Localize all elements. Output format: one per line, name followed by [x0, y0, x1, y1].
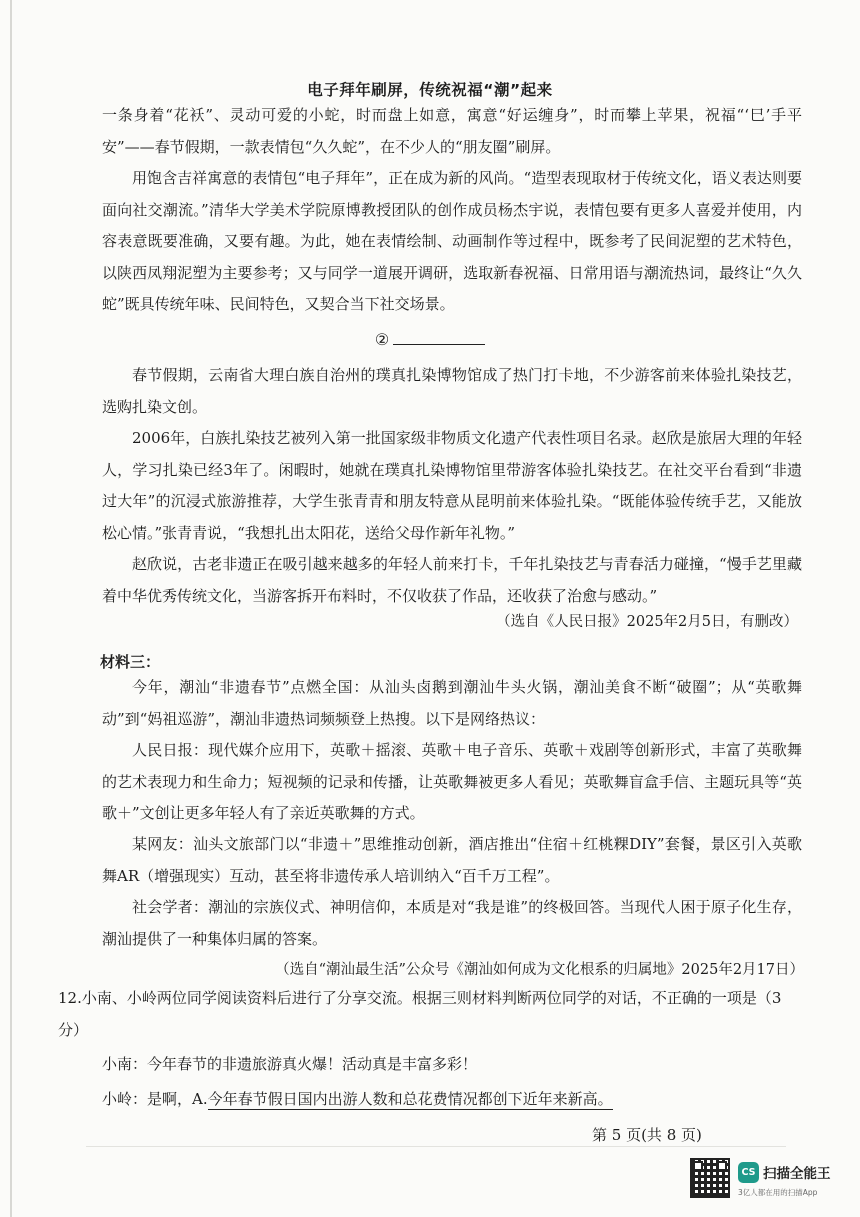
material-3-heading: 材料三： [100, 653, 161, 671]
dialog-line-1: 小南：今年春节的非遗旅游真火爆！活动真是丰富多彩！ [102, 1055, 478, 1073]
paragraph-9: 社会学者：潮汕的宗族仪式、神明信仰，本质是对“我是谁”的终极回答。当现代人困于原子化生存，潮汕提供了一种集体归属的答案。 [102, 898, 802, 948]
paragraph-1: 一条身着“花袄”、灵动可爱的小蛇，时而盘上如意，寓意“好运缠身”，时而攀上苹果，祝福“‘巳’手平安”——春节假期，一款表情包“久久蛇”，在不少人的“朋友圈”刷屏。 [102, 106, 802, 156]
camscanner-logo-icon: CS [738, 1162, 759, 1183]
scan-edge [10, 0, 12, 1217]
page-number: 第 5 页(共 8 页) [592, 1126, 702, 1144]
paragraph-4: 2006年，白族扎染技艺被列入第一批国家级非物质文化遗产代表性项目名录。赵欣是旅居大理的年轻人，学习扎染已经3年了。闲暇时，她就在璞真扎染博物馆里带游客体验扎染技艺。在社交平台看到“非遗过大年”的沉浸式旅游推荐，大学生张青青和朋友特意从昆明前来体验扎染。“既能体验传统手艺，又能放松心情。”张青青说，“我想扎出太阳花，送给父母作新年礼物。” [102, 429, 802, 542]
paragraph-6: 今年，潮汕“非遗春节”点燃全国：从汕头卤鹅到潮汕牛头火锅，潮汕美食不断“破圈”；从“英歌舞动”到“妈祖巡游”，潮汕非遗热词频频登上热搜。以下是网络热议： [102, 678, 802, 728]
paragraph-8: 某网友：汕头文旅部门以“非遗＋”思维推动创新，酒店推出“住宿＋红桃粿DIY”套餐，景区引入英歌舞AR（增强现实）互动，甚至将非遗传承人培训纳入“百千万工程”。 [102, 835, 802, 885]
paragraph-2: 用饱含吉祥寓意的表情包“电子拜年”，正在成为新的风尚。“造型表现取材于传统文化，语义表达则要面向社交潮流。”清华大学美术学院原博教授团队的创作成员杨杰宇说，表情包要有更多人喜爱并使用，内容表意既要准确，又要有趣。为此，她在表情绘制、动画制作等过程中，既参考了民间泥塑的艺术特色，以陕西凤翔泥塑为主要参考；又与同学一道展开调研，选取新春祝福、日常用语与潮流热词，最终让“久久蛇”既具传统年味、民间特色，又契合当下社交场景。 [102, 169, 802, 313]
section-number: ② [374, 330, 390, 349]
source-citation-2: （选自“潮汕最生活”公众号《潮汕如何成为文化根系的归属地》2025年2月17日） [275, 962, 804, 978]
section-heading-2 [0, 330, 860, 349]
option-a-text: 今年春节假日国内出游人数和总花费情况都创下近年来新高。 [207, 1090, 613, 1108]
source-citation-1: （选自《人民日报》2025年2月5日，有删改） [496, 614, 798, 630]
qr-code-icon [690, 1158, 730, 1198]
article-title: 电子拜年刷屏，传统祝福“潮”起来 [307, 81, 553, 99]
paragraph-3: 春节假期，云南省大理白族自治州的璞真扎染博物馆成了热门打卡地，不少游客前来体验扎染技艺，选购扎染文创。 [102, 366, 802, 416]
footer-divider [86, 1146, 786, 1147]
question-12: 12.小南、小岭两位同学阅读资料后进行了分享交流。根据三则材料判断两位同学的对话，不正确的一项是（3分） [58, 989, 782, 1039]
fill-in-blank [393, 330, 485, 345]
paragraph-7: 人民日报：现代媒介应用下，英歌＋摇滚、英歌＋电子音乐、英歌＋戏剧等创新形式，丰富了英歌舞的艺术表现力和生命力；短视频的记录和传播，让英歌舞被更多人看见；英歌舞盲盒手信、主题玩具等“英歌＋”文创让更多年轻人有了亲近英歌舞的方式。 [102, 741, 802, 822]
scanner-name: 扫描全能王 [763, 1166, 831, 1182]
scanner-tagline: 3亿人都在用的扫描App [738, 1188, 818, 1197]
dialog-line-2 [102, 1084, 613, 1114]
scanner-watermark [738, 1160, 850, 1200]
paragraph-5: 赵欣说，古老非遗正在吸引越来越多的年轻人前来打卡，千年扎染技艺与青春活力碰撞，“慢手艺里藏着中华优秀传统文化，当游客拆开布料时，不仅收获了作品，还收获了治愈与感动。” [102, 555, 802, 605]
dialog-line-2-prefix: 小岭：是啊，A. [102, 1090, 208, 1108]
